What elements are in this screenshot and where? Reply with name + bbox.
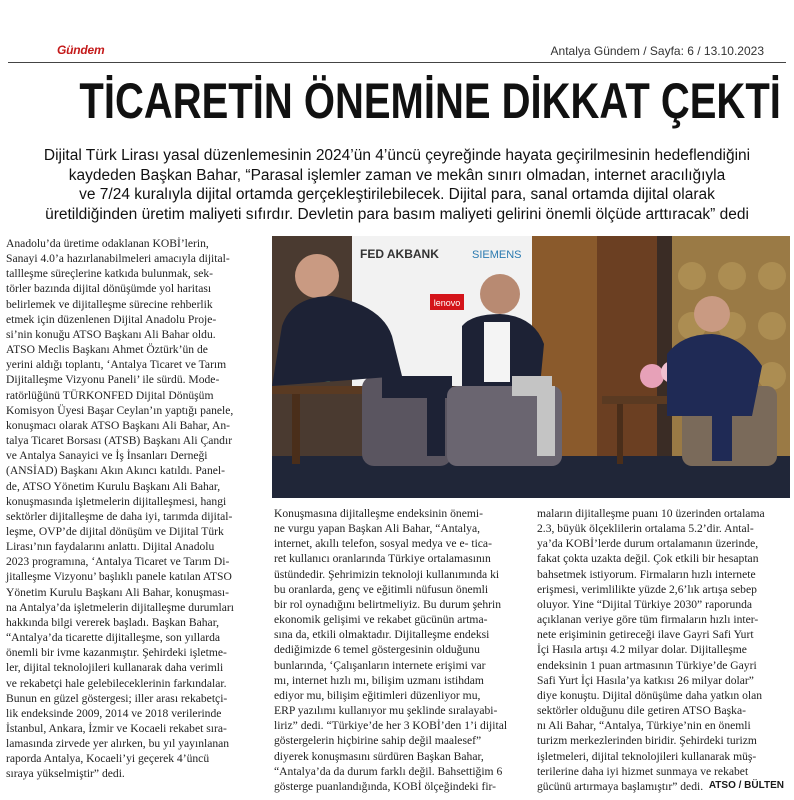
article-text-line: bir rol oynadığını belirtmeliyiz. Bu durum şehrin xyxy=(274,597,502,611)
issue-info: Antalya Gündem / Sayfa: 6 / 13.10.2023 xyxy=(550,44,764,58)
article-text-line: sektörler olduğunu dile getiren ATSO Başka- xyxy=(537,704,746,718)
article-text-line: diyerek konuşmasını sürdüren Başkan Bahar, xyxy=(274,749,484,763)
article-text-line: göstergelerin hiçbirine sahip değil maalesef” xyxy=(274,734,482,748)
article-text-line: ekonomik gelişimi ve rekabet gücünün artma- xyxy=(274,613,488,627)
article-text-line: raporda Antalya, Kocaeli’yi geçerek 4’üncü xyxy=(6,752,210,766)
article-text-line: sına da, etkili olmaktadır. Dijitalleşme endeksi xyxy=(274,628,490,642)
article-text-line: Bunun en güzel göstergesi; iller arası rekabetçi- xyxy=(6,691,228,705)
article-column-3 xyxy=(537,506,789,794)
article-text-line: Safi Yurt İçi Hasıla’ya katkısı 26 milyar dolar” xyxy=(537,673,754,687)
article-text-line: endeksinin 1 puan artmasının Türkiye’de Gayri xyxy=(537,658,757,672)
article-text-line: “Antalya’da da durum farklı değil. Bahsettiğim 6 xyxy=(274,764,503,778)
article-text-line: oluyor. Yine “Dijital Türkiye 2030” raporunda xyxy=(537,597,753,611)
spot-line: Dijital Türk Lirası yasal düzenlemesinin 2024’ün 4’üncü çeyreğinde hayata geçirilmesinin hedeflendiğini xyxy=(43,147,751,164)
article-text-line: İstanbul, Ankara, İzmir ve Kocaeli rekabet sıra- xyxy=(6,722,227,735)
article-text-line: belirlemek ve dijitalleşme sürecine rehberlik xyxy=(6,297,213,311)
article-text-line: sıraya yükselmiştir” dedi. xyxy=(6,767,125,781)
article-text-line: törler bazında dijital dönüşümde yol haritası xyxy=(6,282,212,296)
article-column-2 xyxy=(274,506,528,794)
svg-text:SIEMENS: SIEMENS xyxy=(472,249,522,261)
article-text-line: ve rekabetçi hale gelebileceklerinin farkındalar. xyxy=(6,676,227,690)
article-text-line: tallleşme süreçlerine katkıda bulunmak, sek- xyxy=(6,267,214,281)
article-text-line: Lirası’nın faydalarını anlattı. Dijital Anadolu xyxy=(6,540,215,554)
article-text-line: (ANSİAD) Başkanı Akın Akıncı katıldı. Panel- xyxy=(6,464,225,478)
article-text-line: lamasında zirvede yer alırken, bu yıl yayınlanan xyxy=(6,737,230,751)
article-text-line: mı, internet hızlı mı, bilişim uzmanı istihdam xyxy=(274,673,484,687)
article-text-line: erişmesi, verimlilikte yüzde 2,6’lık artışa sebep xyxy=(537,582,757,596)
article-text-line: de, ATSO Yönetim Kurulu Başkanı Ali Bahar, xyxy=(6,479,221,493)
article-text-line: diye konuştu. Dijital dönüşüme daha yatkın olan xyxy=(537,688,763,702)
article-text-line: işletmeleri, dijital teknolojileri kullanarak müş- xyxy=(537,749,757,763)
article-text-line: hakkında bilgi vererek başladı. Başkan Bahar, xyxy=(6,615,219,629)
panel-photo-illustration xyxy=(272,236,790,498)
article-text-line: liriz” dedi. “Türkiye’de her 3 KOBİ’den 1’i dijital xyxy=(274,719,508,733)
article-text-line: internet, akıllı telefon, sosyal medya ve e- tica- xyxy=(274,537,492,551)
photo-banner-text: FED AKBANK xyxy=(360,247,439,261)
header-rule xyxy=(8,62,786,63)
article-text-line: jitalleşme Vizyonu’ başlıklı panele katılan ATSO xyxy=(6,570,232,584)
article-text-line: ratörlüğünü TÜRKONFED Dijital Dönüşüm xyxy=(6,388,214,402)
page-header xyxy=(0,0,794,62)
spot-line: kaydeden Başkan Bahar, “Parasal işlemler zaman ve mekân sınırı olmadan, internet aracılığıyla xyxy=(68,166,726,184)
article-text-line: 2023 programına, ‘Antalya Ticaret ve Tarım Di- xyxy=(6,555,230,569)
article-text-line: ERP yazılımı kullanıyor mu şeklinde sıralayabi- xyxy=(274,704,498,718)
article-text-line: önemli bir ivme kazanmıştır. Şehirdeki işletme- xyxy=(6,646,227,660)
article-text-line: ne vurgu yapan Başkan Ali Bahar, “Antalya, xyxy=(274,522,481,536)
article-text-line: turizm merkezlerinden biridir. Şehirdeki turizm xyxy=(537,734,757,748)
article-text-line: ATSO Meclis Başkanı Ahmet Öztürk’ün de xyxy=(6,343,208,357)
article-text-line: Dijitalleşme Vizyonu Paneli’ ile sürdü. Mode- xyxy=(6,373,220,387)
article-text-line: etmek için düzenlenen Dijital Anadolu Proje- xyxy=(6,312,217,326)
article-text-line: ediyor mu, bilişim eğitimleri düzenliyor mu, xyxy=(274,688,481,702)
article-text-line: bahsetmek istiyorum. Firmaların hızlı internete xyxy=(537,567,756,581)
article-text-line: leşme, OVP’de dijital dönüşüm ve Dijital Türk xyxy=(6,524,224,538)
article-text-line: si’nin konuğu ATSO Başkanı Ali Bahar oldu. xyxy=(6,327,216,341)
spot-line: üretildiğinden üretim maliyeti sıfırdır. Devletin para basım maliyeti gelirini önemli ölçüde arttıracak” dedi xyxy=(45,205,749,223)
article-column-1 xyxy=(6,236,263,782)
article-text-line: dediğimizde 6 temel göstergesinin olduğunu xyxy=(274,643,480,657)
article-text-line: lik endeksinde 2009, 2014 ve 2018 verilerinde xyxy=(6,706,222,720)
article-text-line: sektörler dijitalleşme de daha iyi, tarımda dijital- xyxy=(6,509,233,523)
article-text-line: Anadolu’da üretime odaklanan KOBİ’lerin, xyxy=(6,237,209,250)
article-text-line: konuşmacı olarak ATSO Başkanı Ali Bahar, An- xyxy=(6,418,230,432)
article-text-line: Yönetim Kurulu Başkanı Ali Bahar, konuşması- xyxy=(6,585,230,599)
article-text-line: yerini aldığı toplantı, ‘Antalya Ticaret ve Tarım xyxy=(6,358,227,372)
newspaper-logo: Gündem xyxy=(57,43,105,57)
article-text-line: bunlarında, ‘Çalışanların internete erişimi var xyxy=(274,658,486,672)
article-text-line: Sanayi 4.0’a hazırlanabilmeleri amacıyla dijital- xyxy=(6,252,230,266)
panel-photo xyxy=(272,236,790,498)
article-text-line: na Antalya’da işletmelerin dijitalleşme durumları xyxy=(6,600,234,614)
sponsor-logo: lenovo xyxy=(433,298,461,308)
article-text-line: nete erişiminin getireceği ilave Gayri Safi Yurt xyxy=(537,628,754,642)
article-headline: TİCARETİN ÖNEMİNE DİKKAT ÇEKTİ xyxy=(79,73,781,129)
article-text-line: Komisyon Üyesi Başar Ceylan’ın yaptığı panele, xyxy=(6,403,234,417)
article-text-line: konuşmasında işletmelerin dijitalleşmesi, hangi xyxy=(6,494,227,508)
article-text-line: açıklanan veriye göre tüm firmaların hızlı inter- xyxy=(537,613,759,627)
article-text-line: maların dijitalleşme puanı 10 üzerinden ortalama xyxy=(537,507,765,520)
article-text-line: ve Antalya Sanayici ve İş İnsanları Derneği xyxy=(6,449,208,463)
article-text-line: gösterge puanlandığında, KOBİ ölçeğindeki fir- xyxy=(274,779,497,793)
article-text-line: ret kullanıcı oranlarında Türkiye ortalamasının xyxy=(274,552,491,566)
article-text-line: gücünü artırmaya başlamıştır” dedi. xyxy=(537,779,704,793)
article-spot xyxy=(6,146,788,224)
photo-credit: ATSO / BÜLTEN xyxy=(708,780,784,791)
article-text-line: “Antalya’da ticarette dijitalleşme, son yıllarda xyxy=(6,631,221,645)
article-text-line: 2.3, büyük ölçeklilerin ortalama 5.2’dir. Antal- xyxy=(537,522,754,536)
article-text-line: üstündedir. Şehrimizin teknoloji kullanımında ki xyxy=(274,567,500,581)
article-text-line: bu oranlarda, genç ve eğitimli nüfusun önemli xyxy=(274,582,489,596)
article-text-line: ler, dijital teknolojileri kullanarak daha verimli xyxy=(6,661,224,675)
article-text-line: nı Ali Bahar, “Antalya, Türkiye’nin en önemli xyxy=(537,719,751,733)
article-text-line: ya’da KOBİ’lerde durum ortalamanın üzerinde, xyxy=(537,537,759,551)
article-text-line: Konuşmasına dijitalleşme endeksinin önemi- xyxy=(274,507,483,520)
spot-line: ve 7/24 kuralıyla dijital ortamda gerçekleştirilebilecek. Dijital para, sanal ortamda dijital olarak xyxy=(79,186,715,203)
article-text-line: terilerine daha iyi hizmet sunmaya ve rekabet xyxy=(537,764,749,778)
article-text-line: fakat çokta uzakta değil. Çok etkili bir hesaptan xyxy=(537,552,759,566)
article-text-line: talya Ticaret Borsası (ATSB) Başkanı Ali Çandır xyxy=(6,434,233,448)
article-text-line: İçi Hasıla artışı 4.2 milyar dolar. Dijitalleşme xyxy=(537,643,747,657)
